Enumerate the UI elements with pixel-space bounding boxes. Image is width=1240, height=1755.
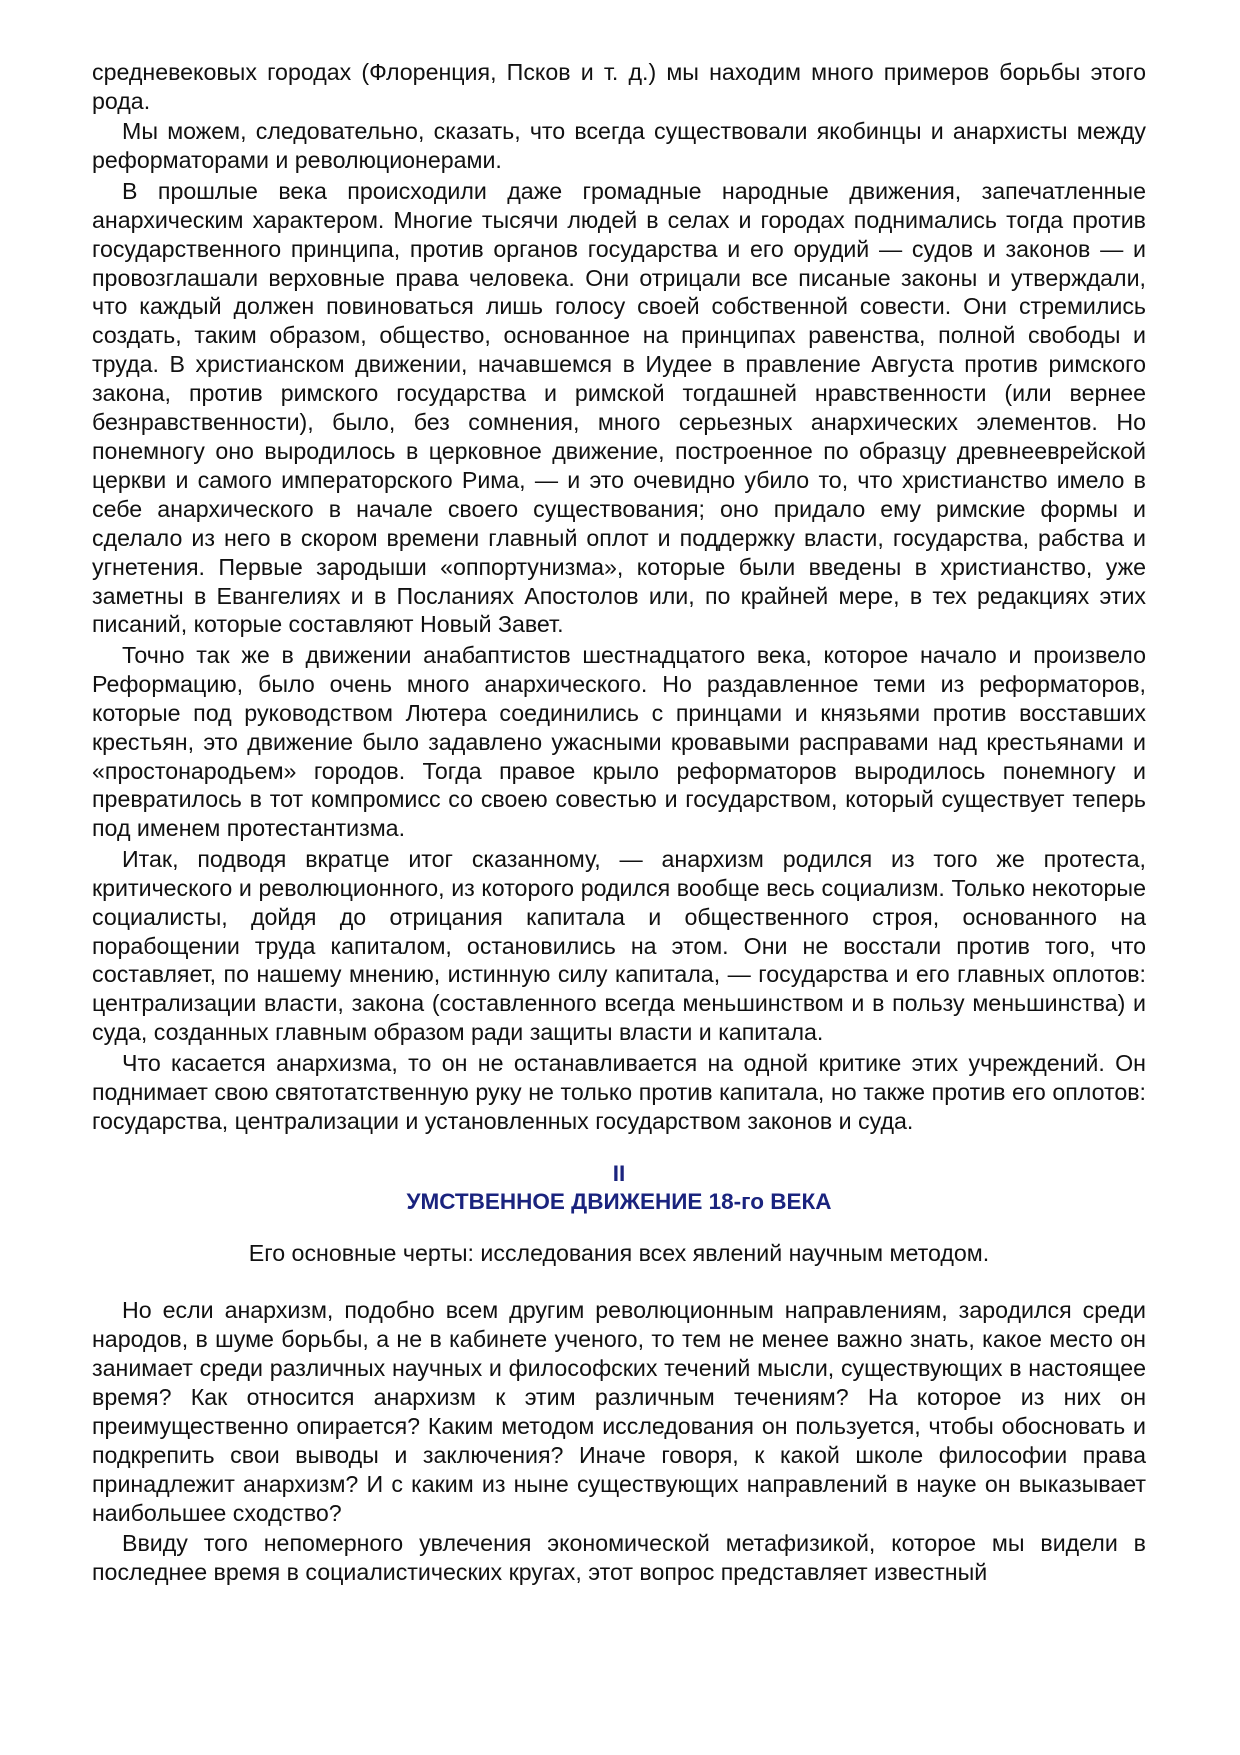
- paragraph-3: В прошлые века происходили даже громадные народные движения, запечатленные анархическим характером. Многие тысячи людей в селах и городах поднимались тогда против государственного принципа, против органов государства и его орудий — судов и законов — и провозглашали верховные права человека. Они отрицали все писаные законы и утверждали, что каждый должен повиноваться лишь голосу своей собственной совести. Они стремились создать, таким образом, общество, основанное на принципах равенства, полной свободы и труда. В христианском движении, начавшемся в Иудее в правление Августа против римского закона, против римского государства и римской тогдашней нравственности (или вернее безнравственности), было, без сомнения, много серьезных анархических элементов. Но понемногу оно выродилось в церковное движение, построенное по образцу древнееврейской церкви и самого императорского Рима, — и это очевидно убило то, что христианство имело в себе анархического в начале своего существования; оно придало ему римские формы и сделало из него в скором времени главный оплот и поддержку власти, государства, рабства и угнетения. Первые зародыши «оппортунизма», которые были введены в христианство, уже заметны в Евангелиях и в Посланиях Апостолов или, по крайней мере, в тех редакциях этих писаний, которые составляют Новый Завет.: [92, 177, 1146, 638]
- paragraph-1: средневековых городах (Флоренция, Псков и т. д.) мы находим много примеров борьбы этого рода.: [92, 59, 1146, 114]
- paragraph-4: Точно так же в движении анабаптистов шестнадцатого века, которое начало и произвело Реформацию, было очень много анархического. Но раздавленное теми из реформаторов, которые под руководством Лютера соединились с принцами и князьями против восставших крестьян, это движение было задавлено ужасными кровавыми расправами над крестьянами и «простонародьем» городов. Тогда правое крыло реформаторов выродилось понемногу и превратилось в тот компромисс со своею совестью и государством, который существует теперь под именем протестантизма.: [92, 641, 1146, 842]
- chapter-summary: Его основные черты: исследования всех явлений научным методом.: [248, 1240, 990, 1267]
- chapter-title: УМСТВЕННОЕ ДВИЖЕНИЕ 18-го ВЕКА: [406, 1189, 832, 1215]
- paragraph-7: Но если анархизм, подобно всем другим революционным направлениям, зародился среди народов, в шуме борьбы, а не в кабинете ученого, то тем не менее важно знать, какое место он занимает среди различных научных и философских течений мысли, существующих в настоящее время? Как относится анархизм к этим различным течениям? На которое из них он преимущественно опирается? Каким методом исследования он пользуется, чтобы обосновать и подкрепить свои выводы и заключения? Иначе говоря, к какой школе философии права принадлежит анархизм? И с каким из ныне существующих направлений в науке он выказывает наибольшее сходство?: [92, 1297, 1146, 1526]
- chapter-number: II: [612, 1160, 626, 1186]
- paragraph-5: Итак, подводя вкратце итог сказанному, — анархизм родился из того же протеста, критического и революционного, из которого родился вообще весь социализм. Только некоторые социалисты, дойдя до отрицания капитала и общественного строя, основанного на порабощении труда капиталом, остановились на этом. Они не восстали против того, что составляет, по нашему мнению, истинную силу капитала, — государства и его главных оплотов: централизации власти, закона (составленного всегда меньшинством и в пользу меньшинства) и суда, созданных главным образом ради защиты власти и капитала.: [92, 845, 1146, 1046]
- paragraph-2: Мы можем, следовательно, сказать, что всегда существовали якобинцы и анархисты между реформаторами и революционерами.: [92, 118, 1146, 174]
- document-page: [92, 58, 1146, 1588]
- paragraph-6: Что касается анархизма, то он не останавливается на одной критике этих учреждений. Он поднимает свою святотатственную руку не только против капитала, но также против его оплотов: государства, централизации и установленных государством законов и суда.: [92, 1049, 1146, 1134]
- paragraph-8: Ввиду того непомерного увлечения экономической метафизикой, которое мы видели в последнее время в социалистических кругах, этот вопрос представляет известный: [92, 1530, 1146, 1585]
